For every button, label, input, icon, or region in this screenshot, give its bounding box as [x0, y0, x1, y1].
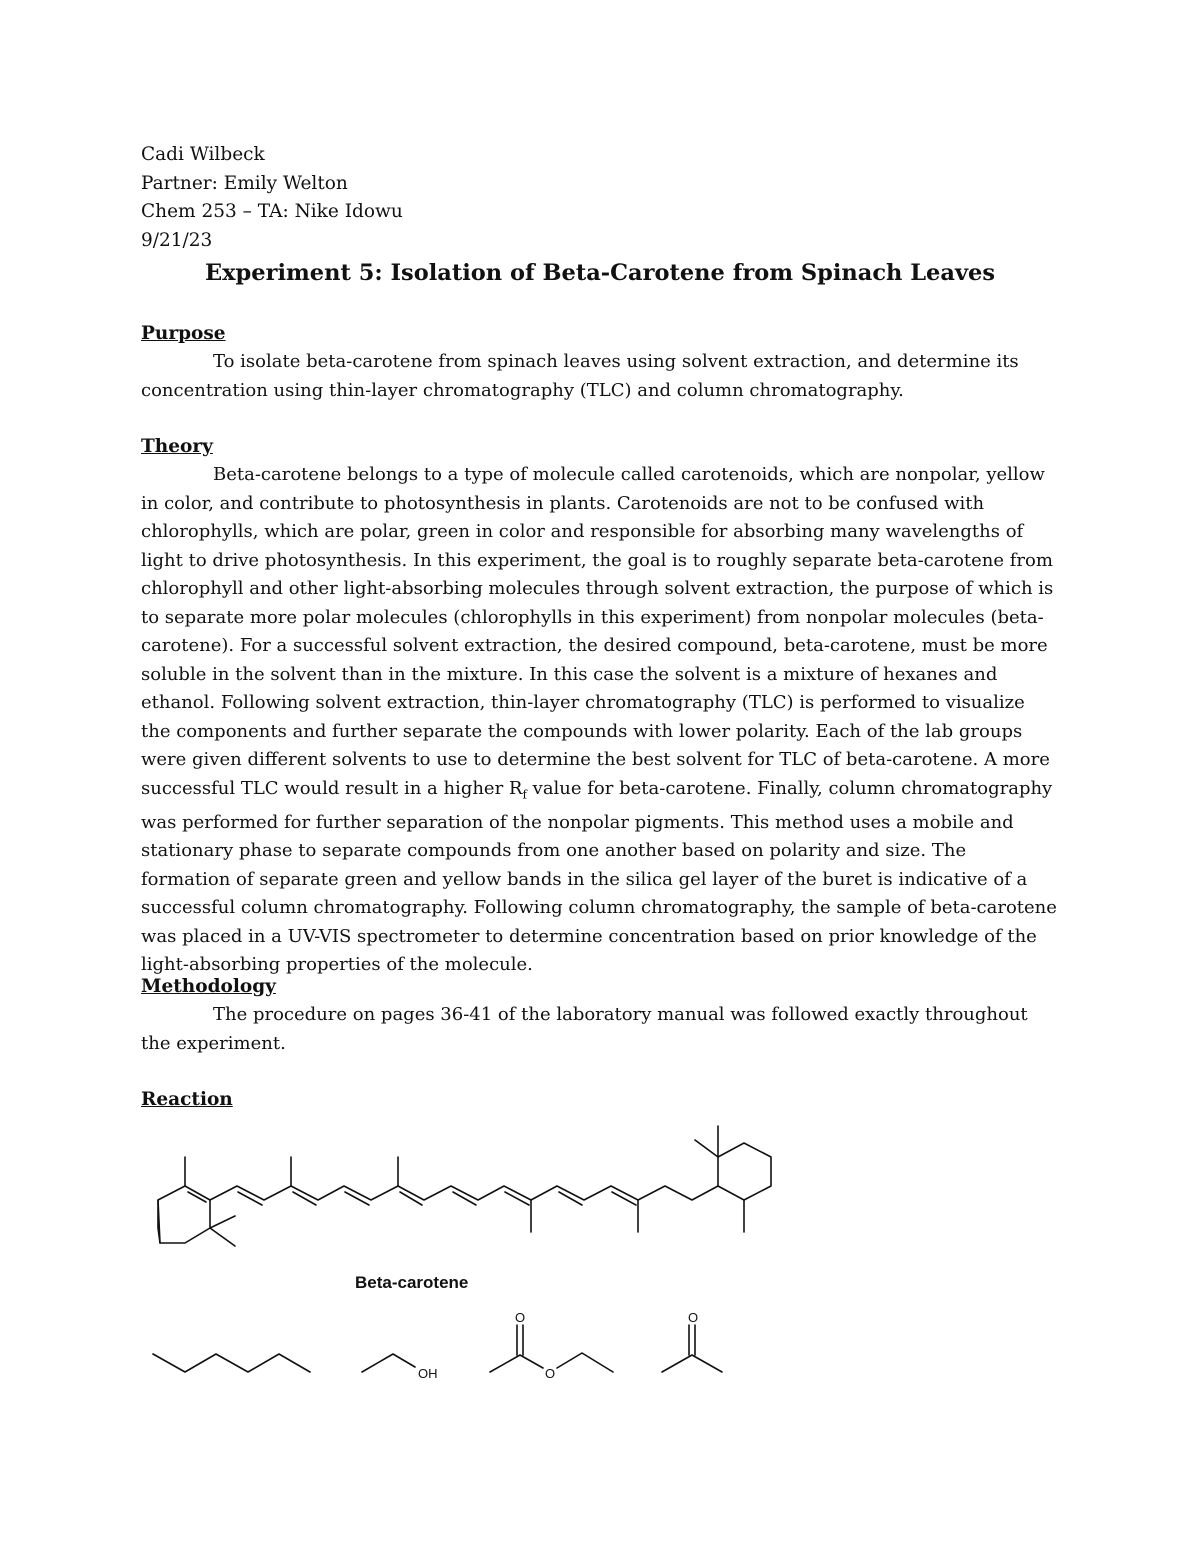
ethyl-acetate-structure — [490, 1325, 613, 1372]
theory-heading: Theory — [141, 436, 213, 457]
document-title: Experiment 5: Isolation of Beta-Carotene from Spinach Leaves — [204, 260, 996, 286]
ester-carbonyl-oxygen-label: O — [515, 1310, 526, 1325]
methodology-paragraph: The procedure on pages 36-41 of the laboratory manual was followed exactly throughout the experiment. — [141, 1004, 1028, 1054]
date-line: 9/21/23 — [141, 229, 213, 251]
author-name: Cadi Wilbeck — [141, 144, 265, 165]
methodology-heading: Methodology — [141, 976, 276, 997]
course-line: Chem 253 – TA: Nike Idowu — [141, 201, 403, 222]
purpose-heading: Purpose — [141, 323, 226, 344]
ester-ether-oxygen-label: O — [545, 1366, 556, 1381]
hexane-structure — [153, 1354, 310, 1372]
hydroxyl-label: OH — [418, 1366, 438, 1381]
theory-text-part1: Beta-carotene belongs to a type of molecule called carotenoids, which are nonpolar, yellow in color, and contribute to photosynthesis in plants. Carotenoids are not to be confused with chlorophylls, which are polar, green in color and responsible for absorbing many wavelengths of light to drive photosynthesis. In this experiment, the goal is to roughly separate beta-carotene from chlorophyll and other light-absorbing molecules through solvent extraction, the purpose of which is to separate more polar molecules (chlorophylls in this experiment) from nonpolar molecules (beta-carotene). For a successful solvent extraction, the desired compound, beta-carotene, must be more soluble in the solvent than in the mixture. In this case the solvent is a mixture of hexanes and ethanol. Following solvent extraction, thin-layer chromatography (TLC) is performed to visualize the components and further separate the compounds with lower polarity. Each of the lab groups were given different solvents to use to determine the best solvent for TLC of beta-carotene. A more successful TLC would result in a higher R — [141, 464, 1054, 799]
acetone-structure — [662, 1325, 722, 1372]
rf-subscript: f — [522, 787, 527, 802]
ethanol-structure — [362, 1354, 415, 1372]
ketone-oxygen-label: O — [688, 1310, 699, 1325]
reaction-heading: Reaction — [141, 1089, 233, 1110]
beta-carotene-caption: Beta-carotene — [355, 1273, 469, 1292]
purpose-paragraph: To isolate beta-carotene from spinach leaves using solvent extraction, and determine its concentration using thin-layer chromatography (TLC) and column chromatography. — [141, 351, 1019, 401]
theory-text-part2: value for beta-carotene. Finally, column chromatography was performed for further separation of the nonpolar pigments. This method uses a mobile and stationary phase to separate compounds from one another based on polarity and size. The formation of separate green and yellow bands in the silica gel layer of the buret is indicative of a successful column chromatography. Following column chromatography, the sample of beta-carotene was placed in a UV-VIS spectrometer to determine concentration based on prior knowledge of the light-absorbing properties of the molecule. — [141, 777, 1057, 976]
beta-carotene-structure — [158, 1126, 771, 1246]
partner-line: Partner: Emily Welton — [141, 172, 348, 194]
